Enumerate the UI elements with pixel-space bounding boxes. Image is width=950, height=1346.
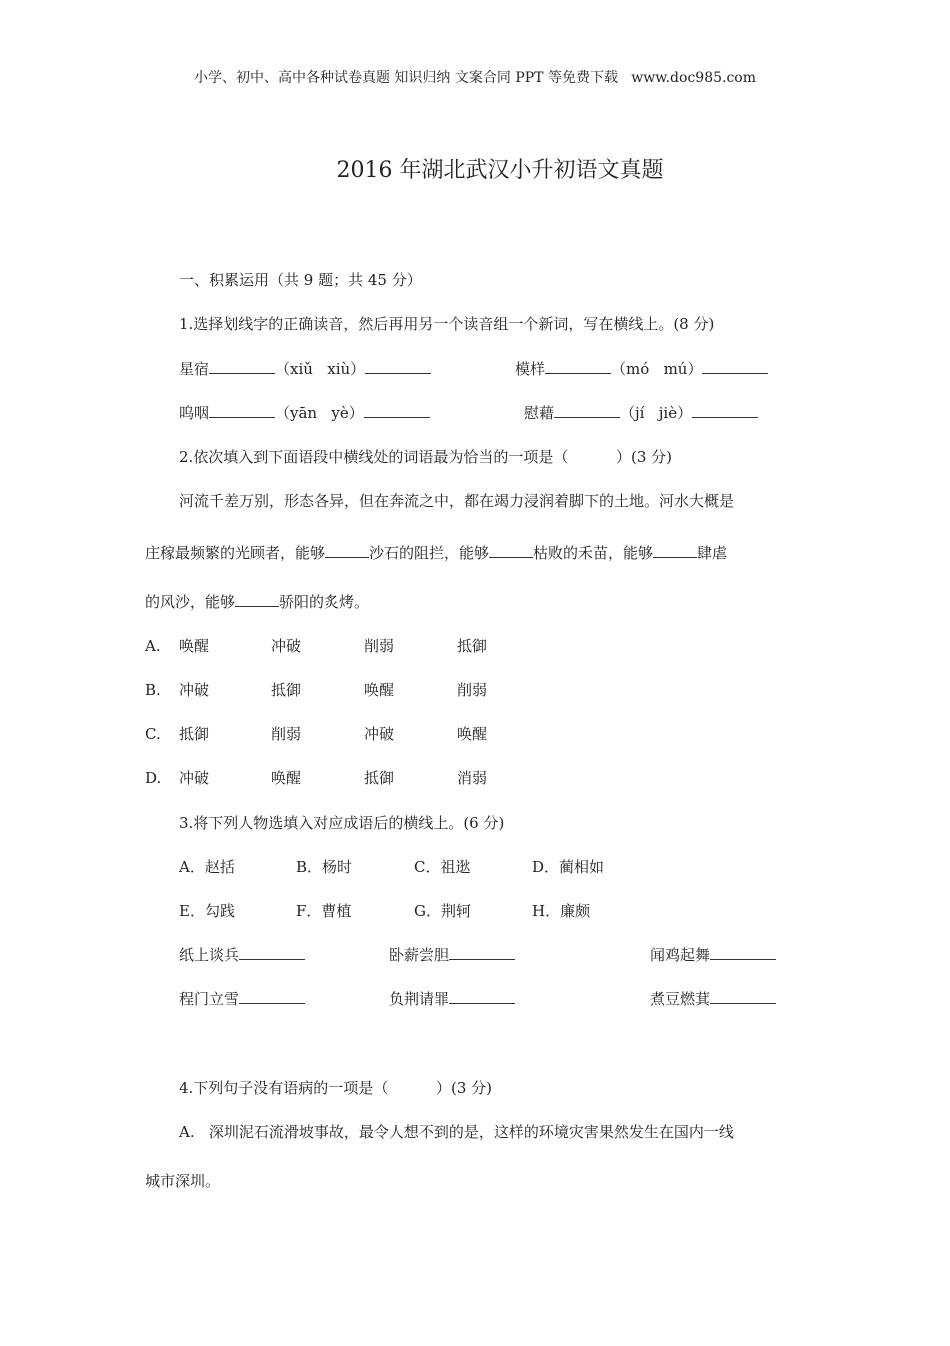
q3-idiom xyxy=(179,945,305,965)
answer-blank[interactable] xyxy=(209,359,275,374)
answer-blank[interactable] xyxy=(209,403,275,418)
idiom-text: 煮豆燃萁 xyxy=(650,990,711,1008)
q3-stem: 3.将下列人物选填入对应成语后的横线上。(6 分) xyxy=(179,814,505,832)
text-run: 的风沙，能够 xyxy=(145,593,236,611)
idiom-text: 卧薪尝胆 xyxy=(389,946,450,964)
q3-person: B．杨时 xyxy=(296,858,353,876)
q4-stem: 4.下列句子没有语病的一项是（ ）(3 分) xyxy=(179,1079,493,1097)
idiom-text: 纸上谈兵 xyxy=(179,946,240,964)
q2-paragraph-line xyxy=(145,543,727,563)
text-run: 沙石的阻拦，能够 xyxy=(369,544,490,562)
q1-item-4 xyxy=(524,403,758,423)
answer-blank[interactable] xyxy=(364,403,430,418)
q1-word: 慰藉 xyxy=(524,404,555,422)
answer-blank[interactable] xyxy=(325,543,369,558)
q3-person: A．赵括 xyxy=(179,858,235,876)
q3-person: F．曹植 xyxy=(296,902,352,920)
answer-blank[interactable] xyxy=(239,945,305,960)
q1-item-3 xyxy=(179,403,430,423)
option-word: 抵御 xyxy=(179,725,210,743)
q2-option-a[interactable] xyxy=(145,636,161,656)
q2-option-c[interactable] xyxy=(145,724,161,744)
answer-blank[interactable] xyxy=(653,543,697,558)
option-word: 抵御 xyxy=(364,769,395,787)
q1-stem: 1.选择划线字的正确读音，然后再用另一个读音组一个新词，写在横线上。(8 分) xyxy=(179,315,715,333)
q1-pinyin: （jí jiè） xyxy=(620,404,693,422)
q1-item-2 xyxy=(515,359,768,379)
answer-blank[interactable] xyxy=(489,543,533,558)
answer-blank[interactable] xyxy=(545,359,611,374)
q2-option-b[interactable] xyxy=(145,680,161,700)
q3-person: H．廉颇 xyxy=(532,902,591,920)
q2-option-d[interactable] xyxy=(145,768,161,788)
option-word: 抵御 xyxy=(457,637,488,655)
q3-idiom xyxy=(179,989,305,1009)
answer-blank[interactable] xyxy=(235,592,279,607)
text-run: 枯败的禾苗，能够 xyxy=(533,544,654,562)
option-word: 唤醒 xyxy=(364,681,395,699)
q4-option-a-continued: 城市深圳。 xyxy=(145,1172,221,1190)
q3-idiom xyxy=(389,989,515,1009)
option-word: 削弱 xyxy=(271,725,302,743)
idiom-text: 程门立雪 xyxy=(179,990,240,1008)
answer-blank[interactable] xyxy=(692,403,758,418)
q1-pinyin: （yān yè） xyxy=(275,404,364,422)
option-word: 削弱 xyxy=(457,681,488,699)
q2-paragraph-line xyxy=(145,592,369,612)
option-word: 冲破 xyxy=(179,681,210,699)
page-title: 2016 年湖北武汉小升初语文真题 xyxy=(336,158,664,183)
option-word: 冲破 xyxy=(179,769,210,787)
idiom-text: 闻鸡起舞 xyxy=(650,946,711,964)
text-run: 骄阳的炙烤。 xyxy=(279,593,370,611)
q3-person: G．荆轲 xyxy=(414,902,471,920)
idiom-text: 负荆请罪 xyxy=(389,990,450,1008)
option-word: 冲破 xyxy=(364,725,395,743)
q1-word: 呜咽 xyxy=(179,404,210,422)
option-word: 消弱 xyxy=(457,769,488,787)
answer-blank[interactable] xyxy=(449,989,515,1004)
answer-blank[interactable] xyxy=(710,989,776,1004)
answer-blank[interactable] xyxy=(554,403,620,418)
option-word: 冲破 xyxy=(271,637,302,655)
option-letter: C. xyxy=(145,725,161,743)
q4-option-a[interactable]: A. 深圳泥石流滑坡事故，最令人想不到的是，这样的环境灾害果然发生在国内一线 xyxy=(179,1123,734,1141)
page-header: 小学、初中、高中各种试卷真题 知识归纳 文案合同 PPT 等免费下载 www.doc985.com xyxy=(193,70,756,86)
q1-word: 模样 xyxy=(515,360,546,378)
option-letter: D. xyxy=(145,769,162,787)
option-letter: A. xyxy=(145,637,161,655)
option-word: 唤醒 xyxy=(179,637,210,655)
option-word: 抵御 xyxy=(271,681,302,699)
q2-stem: 2.依次填入到下面语段中横线处的词语最为恰当的一项是（ ）(3 分) xyxy=(179,448,673,466)
q2-paragraph-line: 河流千差万别，形态各异，但在奔流之中，都在竭力浸润着脚下的土地。河水大概是 xyxy=(179,492,735,510)
q3-idiom xyxy=(389,945,515,965)
text-run: 肆虐 xyxy=(697,544,728,562)
section-heading: 一、积累运用（共 9 题；共 45 分） xyxy=(179,271,422,289)
answer-blank[interactable] xyxy=(710,945,776,960)
answer-blank[interactable] xyxy=(702,359,768,374)
q3-person: D．蔺相如 xyxy=(532,858,605,876)
q3-idiom xyxy=(650,989,776,1009)
q1-pinyin: （xiǔ xiù） xyxy=(275,360,366,378)
option-word: 削弱 xyxy=(364,637,395,655)
answer-blank[interactable] xyxy=(365,359,431,374)
option-letter: B. xyxy=(145,681,161,699)
q1-item-1 xyxy=(179,359,431,379)
answer-blank[interactable] xyxy=(449,945,515,960)
q3-idiom xyxy=(650,945,776,965)
text-run: 庄稼最频繁的光顾者，能够 xyxy=(145,544,326,562)
q3-person: C．祖逖 xyxy=(414,858,471,876)
q1-word: 星宿 xyxy=(179,360,210,378)
q1-pinyin: （mó mú） xyxy=(611,360,703,378)
answer-blank[interactable] xyxy=(239,989,305,1004)
option-word: 唤醒 xyxy=(271,769,302,787)
option-word: 唤醒 xyxy=(457,725,488,743)
q3-person: E．勾践 xyxy=(179,902,235,920)
